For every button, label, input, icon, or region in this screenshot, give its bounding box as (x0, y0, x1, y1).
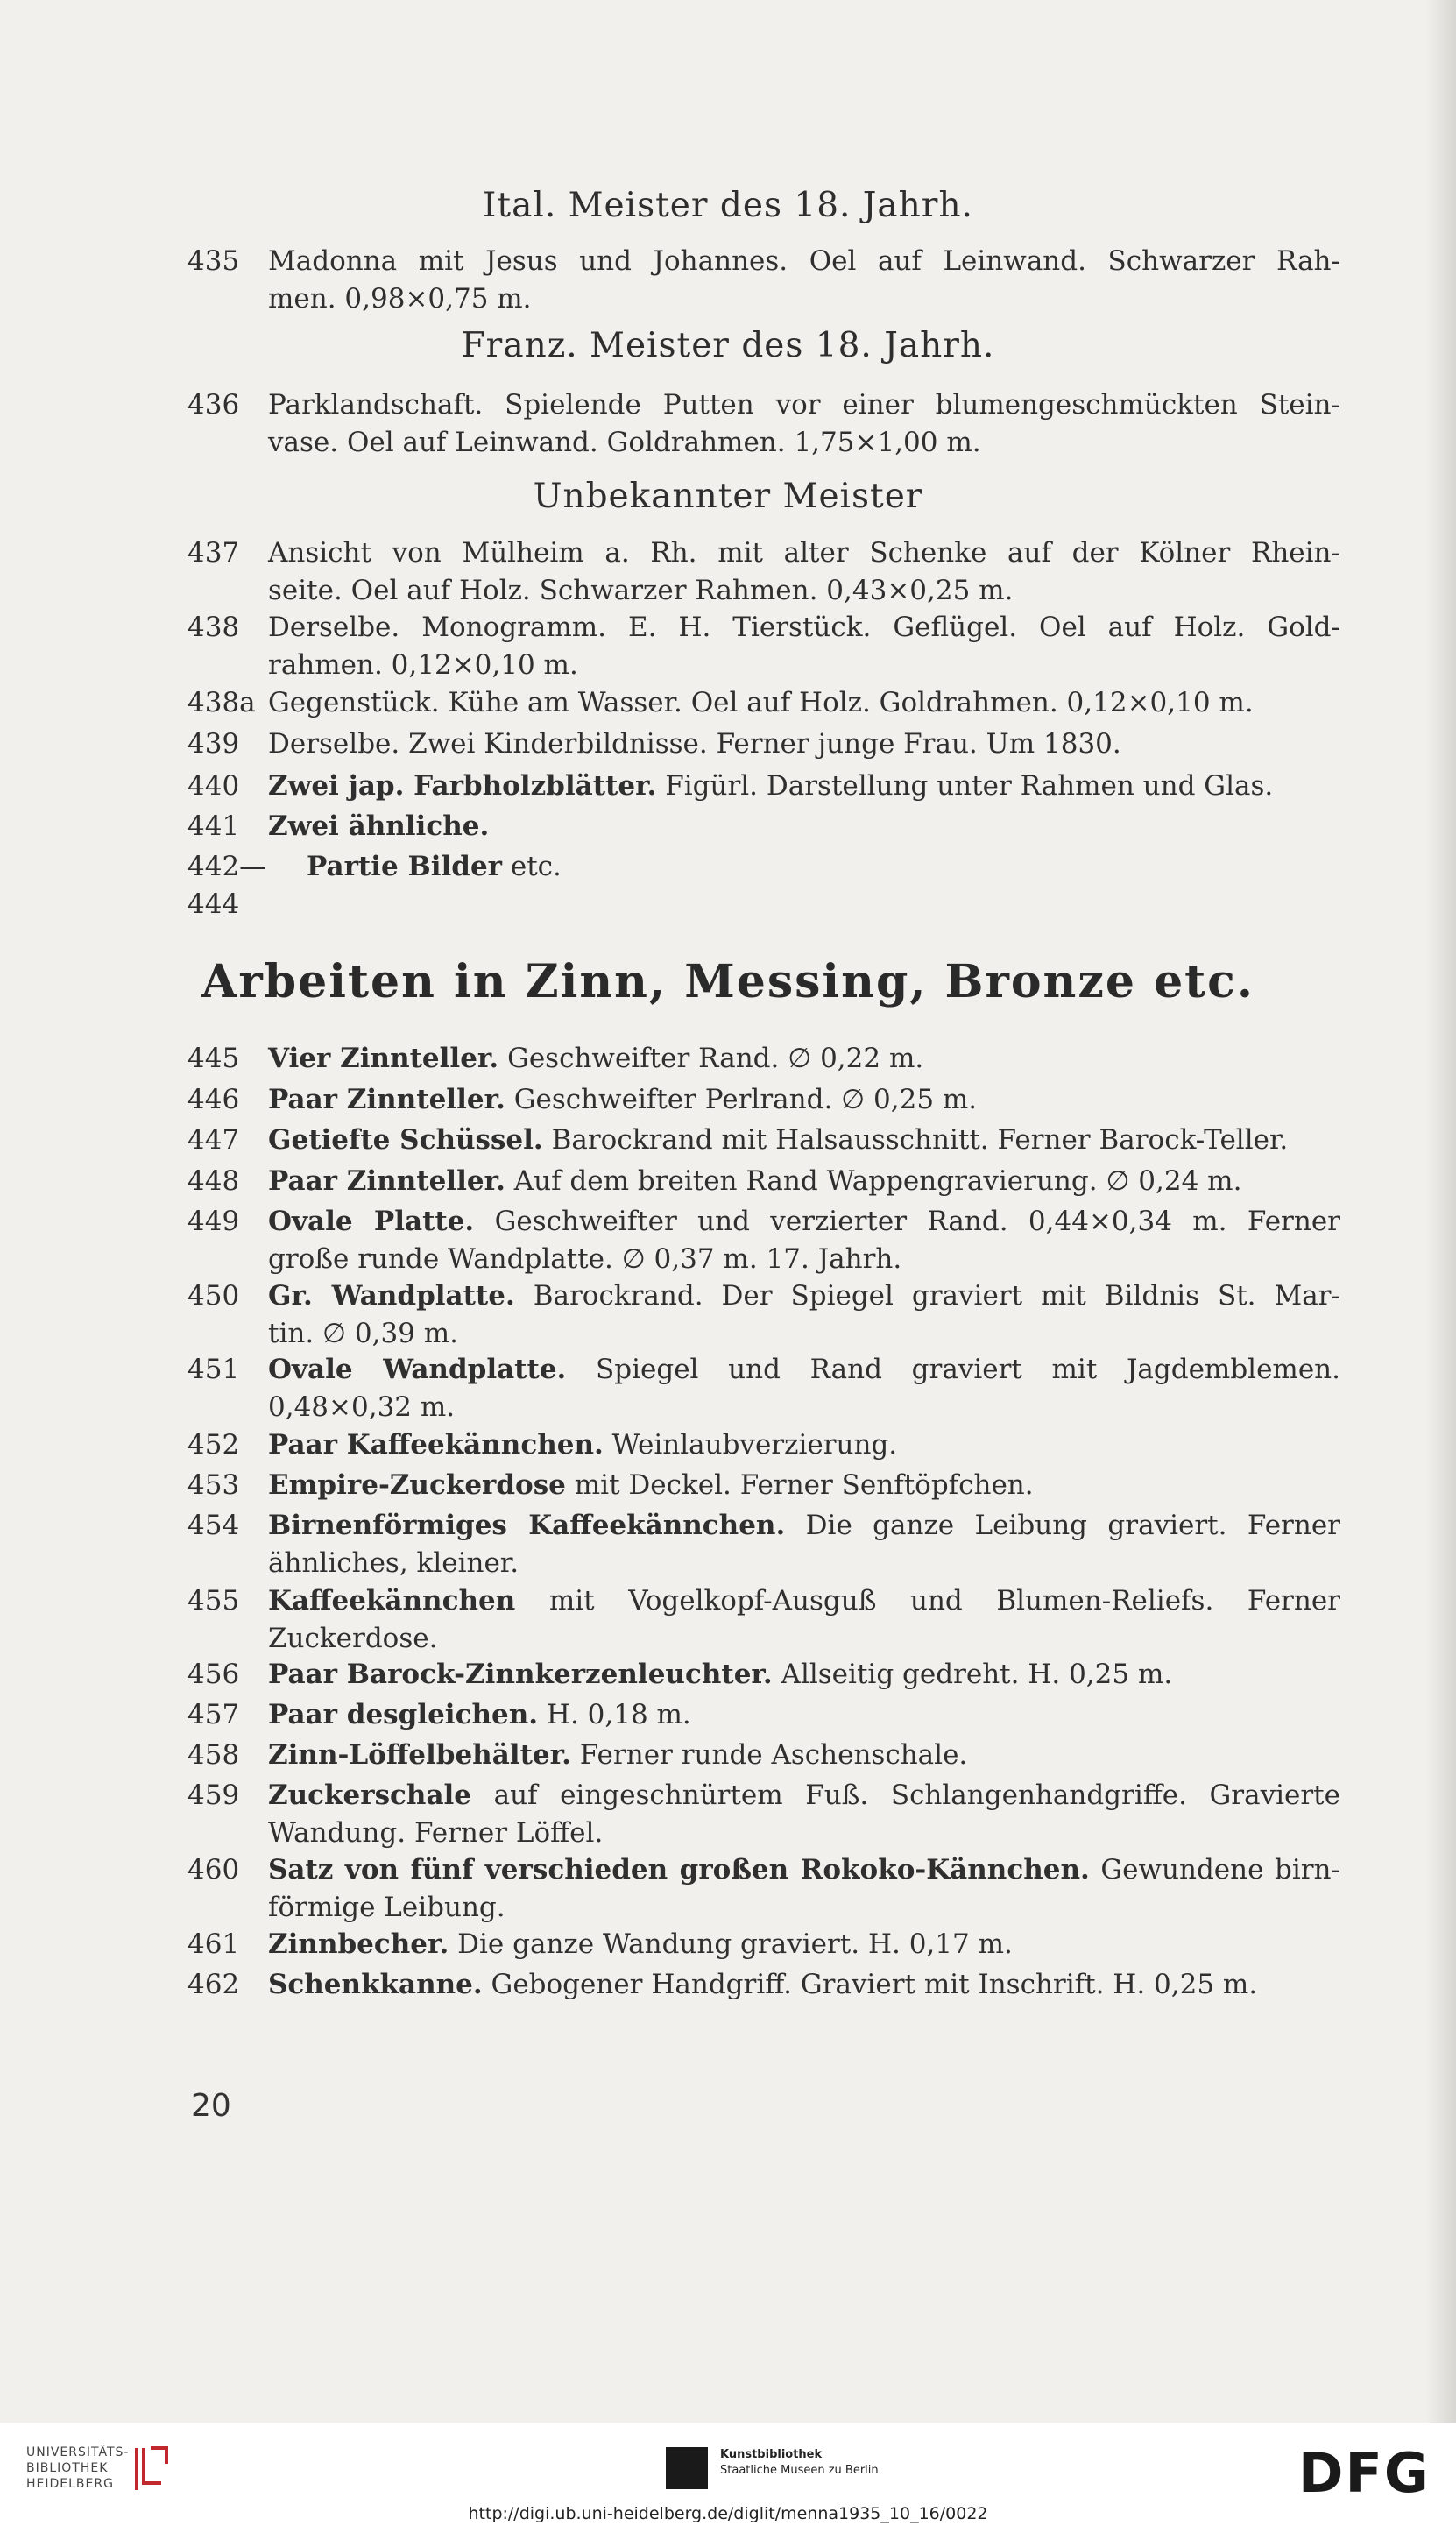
entry-title: Schenkkanne. (268, 1969, 483, 2000)
catalog-entry (0, 609, 1456, 684)
entry-title: Zuckerschale (268, 1780, 472, 1811)
entry-description: Geschweifter und verzierter Rand. 0,44×0,34 m. Ferner (474, 1206, 1340, 1237)
entry-number: 454 (187, 1510, 240, 1541)
entry-description: Figürl. Darstellung unter Rahmen und Glas. (656, 770, 1274, 802)
entry-title: Paar Zinnteller. (268, 1165, 505, 1197)
entry-number: 441 (187, 810, 240, 842)
catalog-entry (0, 1656, 1456, 1694)
entry-text (268, 1926, 1340, 1963)
entry-number: 453 (187, 1469, 240, 1501)
entry-description: Madonna mit Jesus und Johannes. Oel auf Leinwand. Schwarzer Rah- (268, 245, 1340, 277)
entry-text (268, 768, 1340, 805)
entry-number: 451 (187, 1354, 240, 1385)
ub-line: HEIDELBERG (26, 2477, 114, 2491)
entry-number: 449 (187, 1206, 240, 1237)
catalog-entry (0, 1081, 1456, 1119)
entry-text (268, 1696, 1340, 1734)
entry-text (268, 1656, 1340, 1694)
page-number: 20 (191, 2088, 231, 2124)
catalog-entry (0, 1467, 1456, 1504)
entry-text (268, 243, 1340, 280)
catalog-entry (0, 534, 1456, 610)
entry-description: Gewundene birn- (1089, 1854, 1340, 1886)
kunstbibliothek-logo-text (720, 2447, 879, 2479)
entry-text (268, 609, 1340, 647)
entry-text (268, 1777, 1340, 1815)
entry-number: 436 (187, 389, 240, 421)
ub-heidelberg-logo-text (26, 2445, 129, 2492)
kb-line2: Staatliche Museen zu Berlin (720, 2464, 879, 2477)
entry-text (268, 1582, 1340, 1620)
entry-description: Die ganze Leibung graviert. Ferner (785, 1510, 1340, 1541)
entry-title: Ovale Platte. (268, 1206, 475, 1237)
entry-description: Auf dem breiten Rand Wappengravierung. ∅ 0,24 m. (505, 1165, 1242, 1197)
entry-number: 437 (187, 537, 240, 569)
entry-title: Paar desgleichen. (268, 1699, 539, 1730)
entry-number: 460 (187, 1854, 240, 1886)
catalog-entry (0, 1121, 1456, 1159)
entry-text (268, 1351, 1340, 1389)
entry-text (268, 1121, 1340, 1159)
entry-number: 455 (187, 1585, 240, 1617)
entry-description: Geschweifter Perlrand. ∅ 0,25 m. (505, 1084, 978, 1115)
entry-title: Vier Zinnteller. (268, 1043, 499, 1074)
entry-text (268, 1081, 1340, 1119)
entry-continuation: rahmen. 0,12×0,10 m. (268, 649, 578, 681)
entry-title: Getiefte Schüssel. (268, 1124, 543, 1156)
entry-title: Paar Barock-Zinnkerzenleuchter. (268, 1659, 773, 1690)
entry-continuation: Zuckerdose. (268, 1623, 438, 1654)
entry-continuation: Wandung. Ferner Löffel. (268, 1817, 604, 1849)
entry-description: etc. (502, 851, 562, 882)
catalog-entry (0, 1851, 1456, 1927)
entry-number: 456 (187, 1659, 240, 1690)
section-heading-unbekannt: Unbekannter Meister (533, 477, 923, 516)
entry-title: Zwei jap. Farbholzblätter. (268, 770, 657, 802)
entry-text (268, 386, 1340, 424)
entry-text (268, 725, 1340, 763)
catalog-entry (0, 1426, 1456, 1464)
entry-description: auf eingeschnürtem Fuß. Schlangenhandgriffe. Gravierte (471, 1780, 1340, 1811)
entry-number: 435 (187, 245, 240, 277)
ub-line: UNIVERSITÄTS- (26, 2445, 130, 2459)
entry-text (268, 1467, 1340, 1504)
catalog-entry (0, 243, 1456, 318)
catalog-entry (0, 684, 1456, 722)
catalog-entry (0, 1040, 1456, 1078)
section-heading-ital: Ital. Meister des 18. Jahrh. (483, 186, 973, 225)
entry-title: Paar Kaffeekännchen. (268, 1429, 604, 1461)
catalog-entry (0, 1507, 1456, 1582)
entry-number: 447 (187, 1124, 240, 1156)
section-heading-franz: Franz. Meister des 18. Jahrh. (461, 326, 995, 365)
entry-description: Parklandschaft. Spielende Putten vor einer blumengeschmückten Stein- (268, 389, 1340, 421)
catalog-entry (0, 1966, 1456, 2004)
ub-heidelberg-logo-icon (131, 2443, 172, 2495)
entry-number: 452 (187, 1429, 240, 1461)
entry-title: Paar Zinnteller. (268, 1084, 505, 1115)
entry-continuation: 0,48×0,32 m. (268, 1391, 456, 1423)
catalog-entry (0, 808, 1456, 846)
catalog-entry (0, 725, 1456, 763)
entry-continuation: vase. Oel auf Leinwand. Goldrahmen. 1,75×1,00 m. (268, 427, 981, 458)
catalog-entry (0, 1926, 1456, 1963)
catalog-entry (0, 1582, 1456, 1658)
entry-text (268, 1851, 1340, 1889)
source-url[interactable]: http://digi.ub.uni-heidelberg.de/diglit/menna1935_10_16/0022 (468, 2504, 988, 2523)
entry-number: 445 (187, 1043, 240, 1074)
catalog-entry (0, 386, 1456, 462)
entry-description: Barockrand. Der Spiegel graviert mit Bildnis St. Mar- (514, 1280, 1340, 1312)
entry-description: Derselbe. Zwei Kinderbildnisse. Ferner junge Frau. Um 1830. (268, 728, 1121, 760)
entry-text (268, 1277, 1340, 1315)
catalog-entry (0, 1277, 1456, 1353)
catalog-entry (0, 1163, 1456, 1200)
entry-number: 459 (187, 1780, 240, 1811)
entry-text (268, 534, 1340, 572)
entry-number: 439 (187, 728, 240, 760)
catalog-entry (0, 768, 1456, 805)
entry-title: Empire-Zuckerdose (268, 1469, 566, 1501)
entry-description: Ansicht von Mülheim a. Rh. mit alter Schenke auf der Kölner Rhein- (268, 537, 1340, 569)
entry-title: Zinnbecher. (268, 1928, 449, 1960)
entry-text (268, 1203, 1340, 1241)
entry-description: Gegenstück. Kühe am Wasser. Oel auf Holz. Goldrahmen. 0,12×0,10 m. (268, 687, 1254, 718)
entry-number: 448 (187, 1165, 240, 1197)
entry-text (268, 1426, 1340, 1464)
main-heading: Arbeiten in Zinn, Messing, Bronze etc. (201, 955, 1255, 1008)
catalog-entry (0, 848, 1456, 920)
entry-description: Geschweifter Rand. ∅ 0,22 m. (498, 1043, 924, 1074)
entry-continuation: tin. ∅ 0,39 m. (268, 1318, 459, 1349)
entry-number: 457 (187, 1699, 240, 1730)
entry-text (268, 808, 1340, 846)
catalog-entry (0, 1203, 1456, 1278)
entry-continuation: men. 0,98×0,75 m. (268, 283, 532, 315)
entry-description: mit Deckel. Ferner Senftöpfchen. (565, 1469, 1034, 1501)
entry-number: 446 (187, 1084, 240, 1115)
entry-description: Derselbe. Monogramm. E. H. Tierstück. Geflügel. Oel auf Holz. Gold- (268, 612, 1340, 643)
entry-text (268, 1163, 1340, 1200)
entry-text (268, 1966, 1340, 2004)
entry-title: Zwei ähnliche. (268, 810, 490, 842)
entry-continuation: ähnliches, kleiner. (268, 1547, 519, 1579)
entry-description: Gebogener Handgriff. Graviert mit Inschrift. H. 0,25 m. (482, 1969, 1258, 2000)
entry-continuation: förmige Leibung. (268, 1892, 505, 1923)
entry-text (307, 848, 1340, 886)
entry-description: mit Vogelkopf-Ausguß und Blumen-Reliefs. Ferner (515, 1585, 1340, 1617)
ub-line: BIBLIOTHEK (26, 2461, 109, 2475)
entry-description: Ferner runde Aschenschale. (570, 1739, 968, 1771)
entry-text (268, 1737, 1340, 1774)
entry-text (268, 1040, 1340, 1078)
entry-title: Zinn-Löffelbehälter. (268, 1739, 571, 1771)
entry-title: Partie Bilder (307, 851, 502, 882)
catalog-entry (0, 1696, 1456, 1734)
dfg-logo: DFG (1298, 2441, 1431, 2505)
entry-continuation: große runde Wandplatte. ∅ 0,37 m. 17. Jahrh. (268, 1243, 902, 1275)
catalog-entry (0, 1777, 1456, 1852)
kb-line1: Kunstbibliothek (720, 2448, 823, 2461)
entry-number: 461 (187, 1928, 240, 1960)
entry-number: 458 (187, 1739, 240, 1771)
entry-description: H. 0,18 m. (538, 1699, 691, 1730)
entry-title: Satz von fünf verschieden großen Rokoko-Kännchen. (268, 1854, 1090, 1886)
entry-text (268, 1507, 1340, 1545)
entry-title: Birnenförmiges Kaffeekännchen. (268, 1510, 786, 1541)
entry-description: Allseitig gedreht. H. 0,25 m. (772, 1659, 1173, 1690)
catalog-entry (0, 1737, 1456, 1774)
entry-number: 462 (187, 1969, 240, 2000)
catalog-entry (0, 1351, 1456, 1426)
entry-number: 438a (187, 687, 256, 718)
entry-text (268, 684, 1340, 722)
entry-description: Spiegel und Rand graviert mit Jagdemblemen. (566, 1354, 1340, 1385)
entry-title: Ovale Wandplatte. (268, 1354, 567, 1385)
entry-number: 450 (187, 1280, 240, 1312)
entry-number: 440 (187, 770, 240, 802)
entry-title: Gr. Wandplatte. (268, 1280, 515, 1312)
entry-continuation: seite. Oel auf Holz. Schwarzer Rahmen. 0,43×0,25 m. (268, 575, 1014, 606)
entry-number: 442—444 (187, 851, 267, 920)
entry-description: Die ganze Wandung graviert. H. 0,17 m. (449, 1928, 1013, 1960)
entry-title: Kaffeekännchen (268, 1585, 516, 1617)
entry-number: 438 (187, 612, 240, 643)
entry-description: Weinlaubverzierung. (603, 1429, 898, 1461)
entry-description: Barockrand mit Halsausschnitt. Ferner Barock-Teller. (542, 1124, 1289, 1156)
kunstbibliothek-logo-icon (666, 2447, 708, 2489)
